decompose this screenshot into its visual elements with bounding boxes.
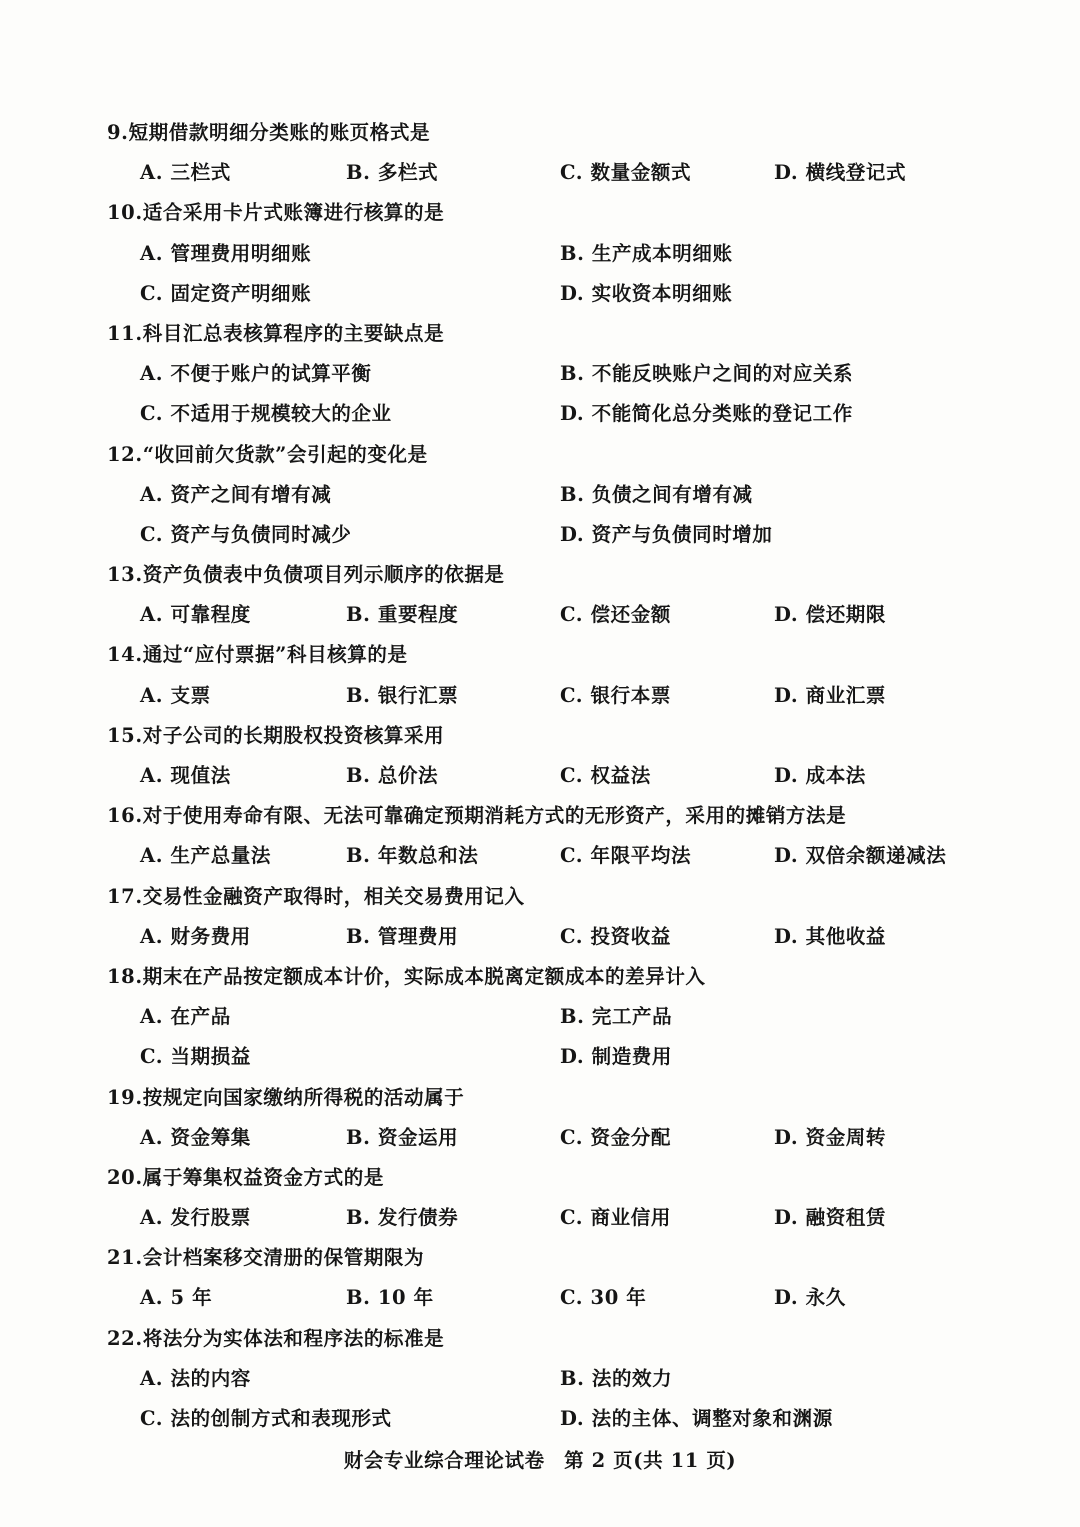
option-c: C. 资产与负债同时减少 [140, 522, 352, 546]
question-number: 9. [107, 121, 129, 144]
question-text: 交易性金融资产取得时，相关交易费用记入 [142, 884, 525, 908]
option-row [0, 1359, 1080, 1399]
option-a: A. 现值法 [140, 764, 231, 787]
option-b: B. 多栏式 [346, 161, 439, 185]
option-b: B. 不能反映账户之间的对应关系 [560, 362, 854, 386]
option-b: B. 管理费用 [346, 924, 459, 948]
question-stem [0, 1238, 1080, 1278]
question-number: 10. [107, 201, 143, 225]
option-c: C. 30 年 [560, 1286, 647, 1310]
question-text: 通过“应付票据”科目核算的是 [142, 643, 408, 667]
option-c: C. 固定资产明细账 [140, 281, 312, 305]
option-a: A. 三栏式 [140, 161, 231, 185]
question-text: “收回前欠货款”会引起的变化是 [142, 442, 428, 466]
option-d: D. 偿还期限 [774, 603, 886, 627]
question-text: 按规定向国家缴纳所得税的活动属于 [142, 1085, 465, 1109]
question-text: 短期借款明细分类账的账页格式是 [128, 121, 431, 144]
option-row [0, 475, 1080, 515]
option-a: A. 可靠程度 [140, 603, 251, 627]
option-row [0, 1278, 1080, 1318]
option-row [0, 1198, 1080, 1238]
option-c: C. 不适用于规模较大的企业 [140, 402, 392, 426]
option-c: C. 偿还金额 [560, 603, 671, 627]
question-number: 16. [107, 804, 143, 828]
option-c: C. 投资收益 [560, 924, 671, 948]
page-footer [0, 1445, 1080, 1473]
option-c: C. 资金分配 [560, 1125, 671, 1149]
question-number: 18. [107, 964, 143, 988]
option-d: D. 横线登记式 [774, 161, 907, 185]
question-number: 14. [107, 643, 143, 667]
option-b: B. 负债之间有增有减 [560, 482, 753, 506]
question-number: 21. [107, 1246, 143, 1270]
option-d: D. 资产与负债同时增加 [560, 522, 773, 546]
option-d: D. 成本法 [774, 764, 866, 787]
footer-title: 财会专业综合理论试卷 [343, 1449, 545, 1472]
question-number: 13. [107, 563, 143, 587]
option-row [0, 676, 1080, 716]
question-stem [0, 1078, 1080, 1118]
option-a: A. 支票 [140, 683, 211, 707]
question-stem [0, 716, 1080, 756]
option-row [0, 394, 1080, 434]
option-a: A. 财务费用 [140, 924, 251, 948]
question-list [0, 113, 1080, 1439]
option-d: D. 法的主体、调整对象和渊源 [560, 1407, 833, 1430]
option-row [0, 1118, 1080, 1158]
question-text: 科目汇总表核算程序的主要缺点是 [142, 321, 445, 345]
option-b: B. 法的效力 [560, 1366, 673, 1390]
option-b: B. 总价法 [346, 764, 439, 787]
option-row [0, 917, 1080, 957]
footer-page-info: 第 2 页(共 11 页) [564, 1449, 737, 1472]
option-d: D. 其他收益 [774, 924, 886, 948]
question-stem [0, 635, 1080, 675]
question-text: 属于筹集权益资金方式的是 [142, 1165, 384, 1189]
question-stem [0, 314, 1080, 354]
option-row [0, 515, 1080, 555]
question-stem [0, 957, 1080, 997]
option-d: D. 双倍余额递减法 [774, 844, 947, 868]
option-row [0, 595, 1080, 635]
option-d: D. 不能简化总分类账的登记工作 [560, 402, 853, 426]
option-d: D. 永久 [774, 1286, 846, 1310]
option-a: A. 法的内容 [140, 1366, 251, 1390]
question-stem [0, 113, 1080, 153]
option-row [0, 836, 1080, 876]
question-stem [0, 193, 1080, 233]
option-a: A. 发行股票 [140, 1206, 251, 1230]
option-row [0, 756, 1080, 796]
question-text: 会计档案移交清册的保管期限为 [142, 1246, 425, 1270]
option-row [0, 274, 1080, 314]
option-d: D. 实收资本明细账 [560, 281, 733, 305]
question-number: 22. [107, 1326, 143, 1350]
option-d: D. 制造费用 [560, 1045, 672, 1069]
question-number: 15. [107, 723, 143, 747]
question-text: 期末在产品按定额成本计价，实际成本脱离定额成本的差异计入 [142, 964, 706, 988]
option-row [0, 1037, 1080, 1077]
option-c: C. 当期损益 [140, 1045, 251, 1069]
option-a: A. 在产品 [140, 1005, 231, 1029]
option-b: B. 银行汇票 [346, 683, 459, 707]
question-number: 20. [107, 1165, 143, 1189]
option-row [0, 153, 1080, 193]
question-text: 资产负债表中负债项目列示顺序的依据是 [142, 563, 505, 587]
question-text: 适合采用卡片式账簿进行核算的是 [142, 201, 445, 225]
option-a: A. 不便于账户的试算平衡 [140, 362, 372, 386]
question-stem [0, 1319, 1080, 1359]
option-c: C. 年限平均法 [560, 844, 692, 868]
question-number: 12. [107, 442, 143, 466]
question-text: 将法分为实体法和程序法的标准是 [142, 1326, 445, 1350]
option-d: D. 融资租赁 [774, 1206, 886, 1230]
option-c: C. 法的创制方式和表现形式 [140, 1407, 392, 1430]
option-c: C. 银行本票 [560, 683, 671, 707]
option-a: A. 5 年 [140, 1286, 213, 1310]
option-b: B. 10 年 [346, 1286, 434, 1310]
option-row [0, 1399, 1080, 1439]
option-c: C. 权益法 [560, 764, 651, 787]
question-stem [0, 435, 1080, 475]
option-row [0, 234, 1080, 274]
question-stem [0, 877, 1080, 917]
option-b: B. 完工产品 [560, 1005, 673, 1029]
option-a: A. 资金筹集 [140, 1125, 251, 1149]
question-text: 对于使用寿命有限、无法可靠确定预期消耗方式的无形资产，采用的摊销方法是 [142, 804, 847, 828]
option-c: C. 数量金额式 [560, 161, 692, 185]
question-number: 17. [107, 884, 143, 908]
option-a: A. 生产总量法 [140, 844, 272, 868]
option-d: D. 商业汇票 [774, 683, 886, 707]
option-b: B. 发行债券 [346, 1206, 459, 1230]
option-b: B. 年数总和法 [346, 844, 479, 868]
option-d: D. 资金周转 [774, 1125, 886, 1149]
question-text: 对子公司的长期股权投资核算采用 [142, 723, 445, 747]
option-a: A. 管理费用明细账 [140, 241, 312, 265]
option-c: C. 商业信用 [560, 1206, 671, 1230]
question-stem [0, 1158, 1080, 1198]
question-stem [0, 555, 1080, 595]
option-row [0, 997, 1080, 1037]
option-b: B. 资金运用 [346, 1125, 459, 1149]
question-number: 19. [107, 1085, 143, 1109]
option-a: A. 资产之间有增有减 [140, 482, 332, 506]
question-stem [0, 796, 1080, 836]
option-b: B. 生产成本明细账 [560, 241, 733, 265]
question-number: 11. [107, 321, 143, 345]
option-row [0, 354, 1080, 394]
option-b: B. 重要程度 [346, 603, 459, 627]
